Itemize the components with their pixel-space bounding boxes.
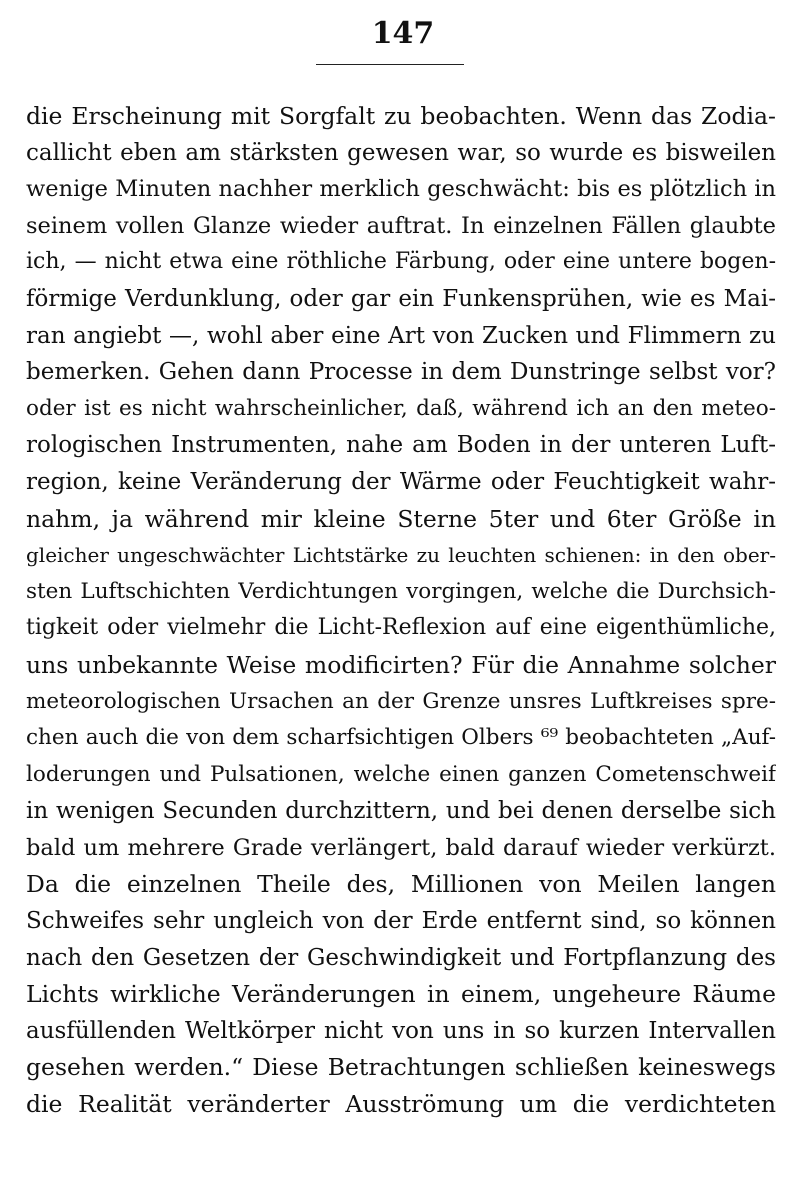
text-line: gleicher ungeschwächter Lichtstärke zu leuchten schienen: in den ober-: [26, 543, 776, 568]
text-line: uns unbekannte Weise modificirten? Für die Annahme solcher: [26, 650, 776, 679]
text-line: ran angiebt —, wohl aber eine Art von Zucken und Flimmern zu: [26, 322, 776, 349]
body-text: [26, 98, 776, 1123]
text-line: gesehen werden.“ Diese Betrachtungen schließen keineswegs: [26, 1053, 776, 1082]
text-line: die Erscheinung mit Sorgfalt zu beobachten. Wenn das Zodia-: [26, 102, 776, 130]
text-line: loderungen und Pulsationen, welche einen ganzen Cometenschweif: [26, 761, 776, 787]
header-rule: [316, 64, 464, 65]
text-line: Schweifes sehr ungleich von der Erde entfernt sind, so können: [26, 908, 776, 935]
text-line: ausfüllenden Weltkörper nicht von uns in so kurzen Intervallen: [26, 1017, 776, 1044]
page-number: 147: [371, 16, 435, 51]
text-line: Lichts wirkliche Veränderungen in einem, ungeheure Räume: [26, 980, 776, 1009]
text-line: callicht eben am stärksten gewesen war, so wurde es bisweilen: [26, 139, 776, 166]
text-line: bemerken. Gehen dann Processe in dem Dunstringe selbst vor?: [26, 359, 776, 386]
text-line: seinem vollen Glanze wieder auftrat. In einzelnen Fällen glaubte: [26, 212, 776, 239]
text-line: nahm, ja während mir kleine Sterne 5ter und 6ter Größe in: [26, 504, 776, 533]
text-line: oder ist es nicht wahrscheinlicher, daß, während ich an den meteo-: [26, 395, 776, 421]
text-line: Da die einzelnen Theile des, Millionen von Meilen langen: [26, 870, 776, 899]
text-line: die Realität veränderter Ausströmung um die verdichteten: [26, 1090, 776, 1119]
text-line: wenige Minuten nachher merklich geschwächt: bis es plötzlich in: [26, 176, 776, 203]
text-line: ich, — nicht etwa eine röthliche Färbung, oder eine untere bogen-: [26, 249, 776, 275]
text-line: meteorologischen Ursachen an der Grenze unsres Luftkreises spre-: [26, 688, 776, 714]
text-line: förmige Verdunklung, oder gar ein Funkensprühen, wie es Mai-: [26, 285, 776, 312]
text-line: in wenigen Secunden durchzittern, und bei denen derselbe sich: [26, 798, 776, 825]
text-line: bald um mehrere Grade verlängert, bald darauf wieder verkürzt.: [26, 834, 776, 861]
text-line: sten Luftschichten Verdichtungen vorgingen, welche die Durchsich-: [26, 578, 776, 604]
text-line: chen auch die von dem scharfsichtigen Olbers ⁶⁹ beobachteten „Auf-: [26, 725, 776, 751]
text-line: rologischen Instrumenten, nahe am Boden in der unteren Luft-: [26, 432, 776, 459]
text-line: region, keine Veränderung der Wärme oder Feuchtigkeit wahr-: [26, 468, 776, 495]
text-line: nach den Gesetzen der Geschwindigkeit und Fortpflanzung des: [26, 944, 776, 971]
text-line: tigkeit oder vielmehr die Licht-Reflexion auf eine eigenthümliche,: [26, 615, 776, 641]
